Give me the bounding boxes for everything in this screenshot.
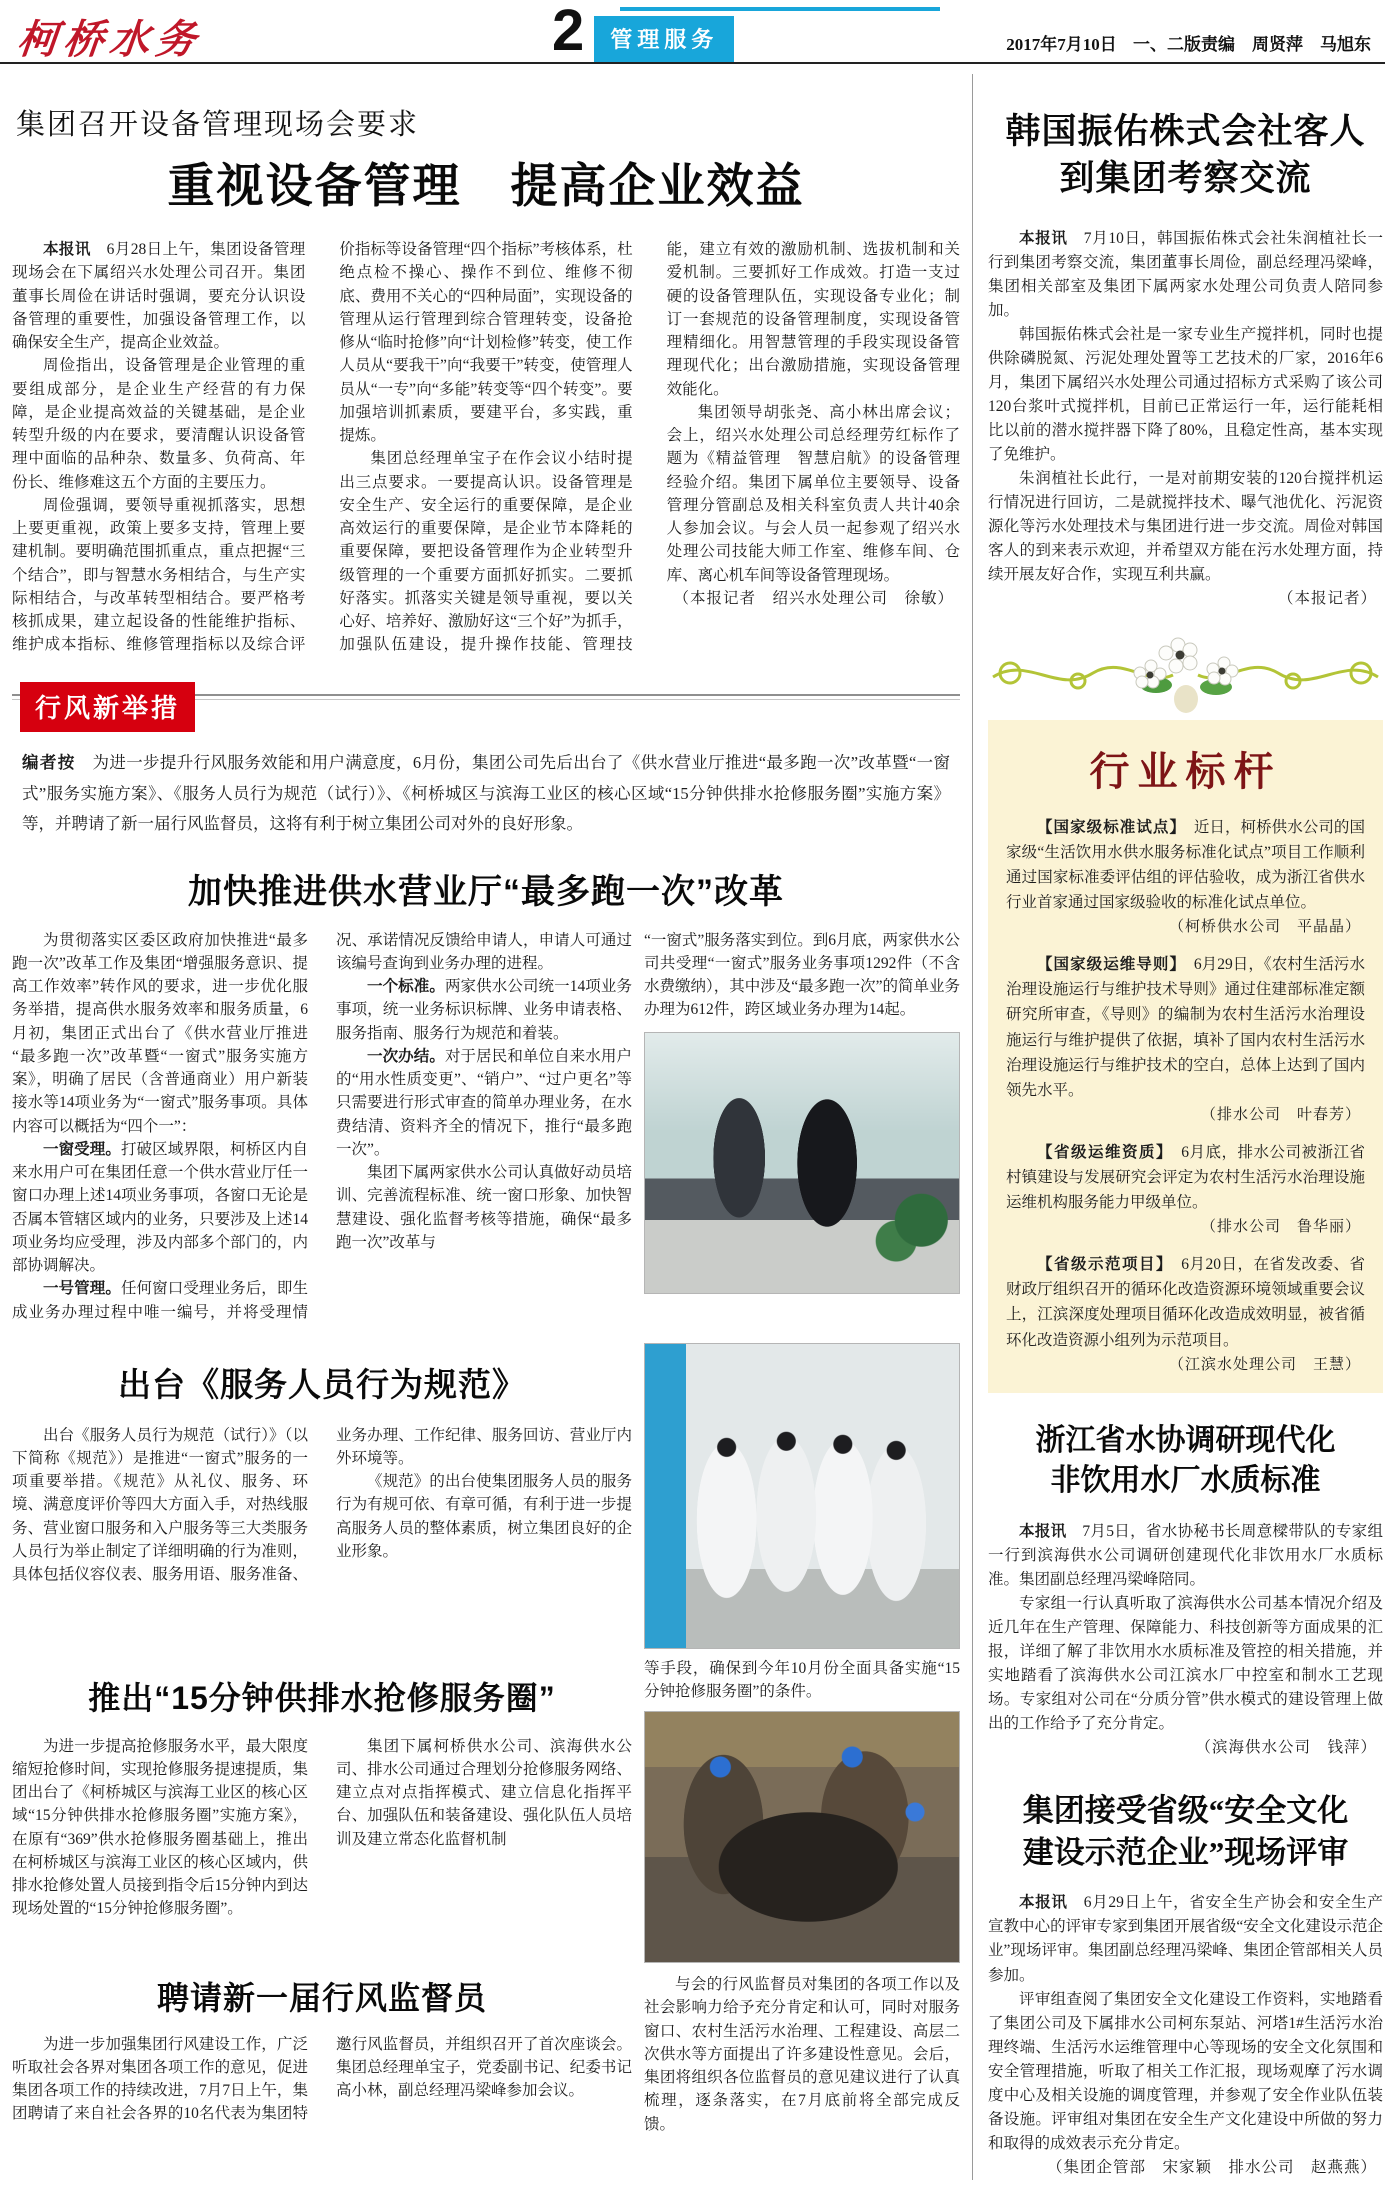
benchmark-item-body: 6月20日，在省发改委、省财政厅组织召开的循环化改造资源环境领域重要会议上，江滨深度处理项目循环化改造成效明显，被省循环化改造资源小组列为示范项目。 [1006,1256,1365,1349]
paragraph: 韩国振佑株式会社是一家专业生产搅拌机，同时也提供除磷脱氮、污泥处理处置等工艺技术的厂家，2016年6月，集团下属绍兴水处理公司通过招标方式采购了该公司120台浆叶式搅拌机，目前已正常运行一年，运行能耗相比以前的潜水搅拌器下降了80%，且稳定性高，基本实现了免维护。 [988,325,1383,463]
paragraph-continuation: “一窗式”服务落实到位。到6月底，两家供水公司共受理“一窗式”服务业务事项1292件（不含水费缴纳），其中涉及“最多跑一次”的简单业务办理为612件，跨区域业务办理为14起。 [644,931,961,1019]
photo-service-hall [644,1032,960,1294]
article-headline [988,108,1383,203]
article-conduct [12,1333,960,1649]
paragraph-text: 7月5日，省水协秘书长周意樑带队的专家组一行到滨海供水公司调研创建现代化非饮用水厂水质标准。集团副总经理冯梁峰陪同。 [988,1522,1383,1588]
lead-label: 本报讯 [1019,1522,1067,1540]
article-headline: 聘请新一届行风监督员 [156,1979,487,2016]
paragraph [988,227,1383,323]
paragraph [12,1138,308,1278]
headline-line-2: 到集团考察交流 [1059,159,1312,199]
article-equipment-meeting [12,102,960,666]
benchmark-item-body: 近日，柯桥供水公司的国家级“生活饮用水供水服务标准化试点”项目工作顺利通过国家标准委评估组的评估验收，成为浙江省供水行业首家通过国家级验收的标准化试点单位。 [1006,818,1365,912]
article-korea-visit [988,108,1383,611]
benchmark-item [1006,1140,1365,1239]
article-body [12,238,960,666]
headline-line-1: 浙江省水协调研现代化 [1035,1423,1336,1457]
article-kicker: 集团召开设备管理现场会要求 [16,109,420,141]
paragraph-text: 对于居民和单位自来水用户的“用水性质变更”、“销户”、“过户更名”等只需要进行形式审查的简单办理业务，在水费结清、资料齐全的情况下，推行“最多跑一次”。 [336,1047,632,1158]
paragraph: 为进一步提高抢修服务水平，最大限度缩短抢修时间，实现抢修服务提速提质，集团出台了《柯桥城区与滨海工业区的核心区域“15分钟供排水抢修服务圈”实施方案》，在原有“369”供水抢修服务圈基础上，推出在柯桥城区与滨海工业区的核心区域内，供排水抢修处置人员接到指令后15分钟内到达现场处置的“15分钟抢修服务圈”。 [12,1737,308,1918]
paragraph: 评审组查阅了集团安全文化建设工作资料，实地踏看了集团公司及下属排水公司柯东泵站、河塔1#生活污水治理终端、生活污水运维管理中心等现场的安全文化氛围和安全管理措施，听取了相关工作汇报，现场观摩了污水调度中心及相关设施的调度管理，并参观了安全作业队伍装备设施。评审组对集团在安全生产文化建设中所做的努力和取得的成效表示充分肯定。 [988,1990,1383,2152]
benchmark-item-byline: （江滨水处理公司 王慧） [1168,1356,1361,1373]
benchmark-item-tag: 【省级示范项目】 [1037,1256,1166,1274]
article-headline: 加快推进供水营业厅“最多跑一次”改革 [188,872,784,911]
article-body [988,1520,1383,1760]
industry-benchmark-box [988,720,1383,1393]
headline-line-2: 建设示范企业”现场评审 [1022,1834,1349,1870]
benchmark-item-text [1006,1252,1365,1352]
benchmark-item-text [1006,815,1365,915]
benchmark-item-tag: 【国家级标准试点】 [1037,818,1179,836]
paragraph-text: 打破区域界限，柯桥区内自来水用户可在集团任意一个供水营业厅任一窗口办理上述14项业务事项，各窗口无论是否属本管辖区域内的业务，只要涉及上述14项业务均应受理，涉及内部多个部门的，内部协调解决。 [12,1140,308,1275]
article-headline [988,1421,1383,1502]
articles-bottom-left [12,1649,632,2137]
paragraph: 与会的行风监督员对集团的各项工作以及社会影响力给予充分肯定和认可，同时对服务窗口、农村生活污水治理、工程建设、高层二次供水等方面提出了许多建设性意见。会后，集团将组织各位监督员的意见建议进行了认真梳理，逐条落实，在7月底前将全部完成反馈。 [644,1976,960,2133]
articles-bottom-row [12,1649,960,2137]
article-left [12,1333,632,1649]
editors: 一、二版责编 周贤萍 马旭东 [1133,35,1371,54]
article-body [12,1735,632,1953]
benchmark-item-tag: 【省级运维资质】 [1037,1143,1166,1161]
benchmark-item-body: 6月29日，《农村生活污水治理设施运行与维护技术导则》通过住建部标准定额研究所审查，《导则》的编制为农村生活污水治理设施运行与维护提供了依据，填补了国内农村生活污水治理设施运行与维护技术的空白，总体上达到了国内领先水平。 [1006,956,1365,1099]
masthead-logo: 柯桥水务 [15,17,205,62]
runin-label: 一号管理。 [43,1280,121,1298]
article-byline: （集团企管部 宋家颖 排水公司 赵燕燕） [1046,2158,1377,2176]
floral-divider-icon [988,625,1383,718]
article-body [12,929,632,1333]
article-headline [988,1790,1383,1874]
article-safety-culture [988,1790,1383,2180]
masthead-dateline [1006,30,1371,55]
paragraph-text: 6月28日上午，集团设备管理现场会在下属绍兴水处理公司召开。集团董事长周俭在讲话时强调，要充分认识设备管理的重要性，加强设备管理工作，以确保安全生产，提高企业效益。 [12,241,306,351]
benchmark-item-text [1006,952,1365,1103]
section-header [12,682,960,726]
article-headline: 出台《服务人员行为规范》 [118,1365,526,1403]
article-rail [644,1333,960,1649]
runin-label: 一窗受理。 [43,1140,121,1158]
paragraph: 《规范》的出台使集团服务人员的服务行为有规可依、有章可循，有利于进一步提高服务人员的整体素质，树立集团良好的企业形象。 [336,1473,632,1560]
article-rail [644,929,960,1333]
article-byline: （本报记者） [1277,589,1377,607]
article-repair-circle [12,1673,632,1953]
lead-label: 本报讯 [1019,1894,1068,1912]
masthead [0,0,1385,64]
headline-line-1: 韩国振佑株式会社客人 [1005,112,1366,151]
articles-bottom-rail [644,1649,960,2137]
photo-pipe-repair [644,1711,960,1963]
paragraph: 为贯彻落实区委区政府加快推进“最多跑一次”改革工作及集团“增强服务意识、提高工作效率”转作风的要求，进一步优化服务举措，提高供水服务效率和服务质量，6月初，集团正式出台了《供水营业厅推进“最多跑一次”改革暨“一窗式”服务实施方案》，明确了居民（含普通商业）用户新装接水等14项业务为“一窗式”服务事项。具体内容可以概括为“四个一”： [12,931,308,1135]
sidebar-column [972,74,1383,2180]
article-byline: （本报记者 绍兴水处理公司 徐敏） [673,589,954,607]
paragraph [988,1520,1383,1592]
photo-service-staff [644,1343,960,1649]
article-body-row [12,929,960,1333]
article-headline: 重视设备管理 提高企业效益 [167,159,805,212]
benchmark-item-text [1006,1140,1365,1215]
paragraph [336,1045,632,1161]
article-body [988,1891,1383,2179]
article-body [12,1424,632,1630]
benchmark-item-byline: （排水公司 叶春芳） [1200,1106,1361,1123]
masthead-center [552,2,734,62]
article-byline: （滨海供水公司 钱萍） [1195,1738,1377,1756]
paragraph [988,1891,1383,1987]
benchmark-item [1006,1252,1365,1376]
article-headline: 推出“15分钟供排水抢修服务圈” [88,1679,556,1716]
page-number: 2 [552,0,585,63]
paragraph: 集团总经理单宝子在作会议小结时提出三点要求。一要提高认识。设备管理是安全生产、安全运行的重要保障，是企业高效运行的重要保障，是企业节本降耗的重要保障，要把设备管理作为企业转型升级管理的一个重要方面抓好抓实。二要抓好落实。抓落实关键是领导重视，要以关心好、培养好、激励好这“三个好”为抓手，加强队伍建设，提升操作技能、管理技能，建立有效的激励机制、选拔机制和关爱机制。三要抓好工作成效。打造一支过硬的设备管理队伍，实现设备专业化；制订一套规范的设备管理制度，实现设备管理精细化。用智慧管理的手段实现设备管理现代化；出台激励措施，实现设备管理效能化。 [339,241,960,654]
section-label: 管理服务 [594,16,734,62]
article-body [12,2033,632,2137]
article-body [988,227,1383,611]
paragraph: 周俭指出，设备管理是企业管理的重要组成部分，是企业生产经营的有力保障，是企业提高效益的关键基础，是企业转型升级的内在要求，要清醒认识设备管理中面临的品种杂、数量多、负荷高、年份长、维修难这五个方面的主要压力。 [12,357,306,491]
benchmark-title: 行业标杆 [1089,749,1282,794]
issue-date: 2017年7月10日 [1006,35,1117,54]
benchmark-item [1006,815,1365,939]
runin-label: 一个标准。 [367,978,445,996]
article-water-association [988,1421,1383,1760]
lead-label: 本报讯 [43,241,91,258]
paragraph-text: 7月10日，韩国振佑株式会社朱润植社长一行到集团考察交流，集团董事长周俭，副总经理冯梁峰，集团相关部室及集团下属两家水处理公司负责人陪同参加。 [988,229,1383,319]
paragraph: 集团下属柯桥供水公司、滨海供水公司、排水公司通过合理划分抢修服务网络、建立点对点指挥模式、建立信息化指挥平台、加强队伍和装备建设、强化队伍人员培训及建立常态化监督机制 [336,1737,632,1848]
runin-label: 一次办结。 [367,1047,445,1065]
article-supervisors [12,1973,632,2137]
headline-line-2: 非饮用水厂水质标准 [1050,1464,1321,1498]
paragraph: 集团领导胡张尧、高小林出席会议；会上，绍兴水处理公司总经理劳红标作了题为《精益管理 智慧启航》的设备管理经验介绍。集团下属单位主要领导、设备管理分管副总及相关科室负责人共计40余人参加会议。与会人员一起参观了绍兴水处理公司技能大师工作室、维修车间、仓库、离心机车间等设备管理现场。 [666,403,960,584]
paragraph [12,238,305,354]
editor-note [12,726,960,846]
paragraph: 集团下属两家供水公司认真做好动员培训、完善流程标准、统一窗口形象、加快智慧建设、强化监督考核等措施，确保“最多跑一次”改革与 [336,1164,632,1251]
editor-note-label: 编者按 [22,753,76,772]
paragraph: 出台《服务人员行为规范（试行）》（以下简称《规范》）是推进“一窗式”服务的一项重要举措。《规范》从礼仪、服务、环境、满意度评价等四大方面入手，对热线服务、营业窗口服务和入户服务等三大类服务人员行为举止制定了详细明确的行为准则，具体包括仪容仪表、服务用语、服务准备、业务办理、工作纪律、服务回访、营业厅内外环境等。 [12,1426,632,1584]
article-body-row [12,1333,960,1649]
paragraph-text: 两家供水公司统一14项业务事项，统一业务标识标牌、业务申请表格、服务指南、服务行为规范和着装。 [336,978,632,1042]
paragraph: 专家组一行认真听取了滨海供水公司基本情况介绍及近几年在生产管理、保障能力、科技创新等方面成果的汇报，详细了解了非饮用水水质标准及管控的相关措施，并实地踏看了滨海供水公司江滨水厂中控室和制水工艺现场。专家组对公司在“分质分管”供水模式的建设管理上做出的工作给予了充分肯定。 [988,1594,1383,1732]
paragraph: 为进一步加强集团行风建设工作，广泛听取社会各界对集团各项工作的意见，促进集团各项工作的持续改进，7月7日上午，集团聘请了来自社会各界的10名代表为集团特邀行风监督员，并组织召开了首次座谈会。集团总经理单宝子，党委副书记、纪委书记高小林，副总经理冯梁峰参加会议。 [12,2035,632,2123]
paragraph-text: 6月29日上午，省安全生产协会和安全生产宣教中心的评审专家到集团开展省级“安全文化建设示范企业”现场评审。集团副总经理冯梁峰、集团企管部相关人员参加。 [988,1894,1383,1984]
benchmark-item-byline: （柯桥供水公司 平晶晶） [1168,919,1361,936]
lead-label: 本报讯 [1019,229,1068,247]
main-column [12,74,960,2180]
paragraph-text: 任何窗口受理业务后，即生成业务办理过程中唯一编号，并将受理情况、承诺情况反馈给申请人，申请人可通过该编号查询到业务办理的进程。 [12,931,632,1321]
benchmark-item-byline: （排水公司 鲁华丽） [1200,1219,1361,1236]
benchmark-item-body: 6月底，排水公司被浙江省村镇建设与发展研究会评定为农村生活污水治理设施运维机构服务能力甲级单位。 [1006,1143,1365,1212]
headline-line-1: 集团接受省级“安全文化 [1022,1792,1349,1828]
benchmark-item-tag: 【国家级运维导则】 [1037,956,1179,974]
article-reform [12,864,960,1333]
editor-note-text: 为进一步提升行风服务效能和用户满意度，6月份，集团公司先后出台了《供水营业厅推进“最多跑一次”改革暨“一窗式”服务实施方案》、《服务人员行为规范（试行）》、《柯桥城区与滨海工业区的核心区域“15分钟供排水抢修服务圈”实施方案》等，并聘请了新一届行风监督员，这将有利于树立集团公司对外的良好形象。 [22,753,951,834]
paragraph: 朱润植社长此行，一是对前期安装的120台搅拌机运行情况进行回访，二是就搅拌技术、曝气池优化、污泥资源化等污水处理技术与集团进行进一步交流。周俭对韩国客人的到来表示欢迎，并希望双方能在污水处理方面，持续开展友好合作，实现互利共赢。 [988,469,1383,583]
section-title-badge: 行风新举措 [20,682,195,732]
paragraph [336,975,632,1045]
paragraph-continuation: 等手段，确保到今年10月份全面具备实施“15分钟抢修服务圈”的条件。 [644,1659,960,1700]
benchmark-item [1006,952,1365,1127]
page-content [0,64,1385,2180]
paragraph: 周俭强调，要领导重视抓落实，思想上要更重视，政策上要多支持，管理上要建机制。要明确范围抓重点，重点把握“三个结合”，即与智慧水务相结合，与生产实际相结合，与改革转型相结合。要严格考核抓成果，建立起设备的性能维护指标、维护成本指标、维修管理指标以及综合评价指标等设备管理“四个指标”考核体系，杜绝点检不操心、操作不到位、维修不彻底、费用不关心的“四种局面”，实现设备的管理从运行管理到综合管理转变，设备抢修从“临时抢修”向“计划检修”转变，使工作人员从“要我干”向“我要干”转变，使管理人员从“一专”向“多能”转变等“四个转变”。要加强培训抓素质，要建平台，多实践，重提炼。 [12,241,633,654]
